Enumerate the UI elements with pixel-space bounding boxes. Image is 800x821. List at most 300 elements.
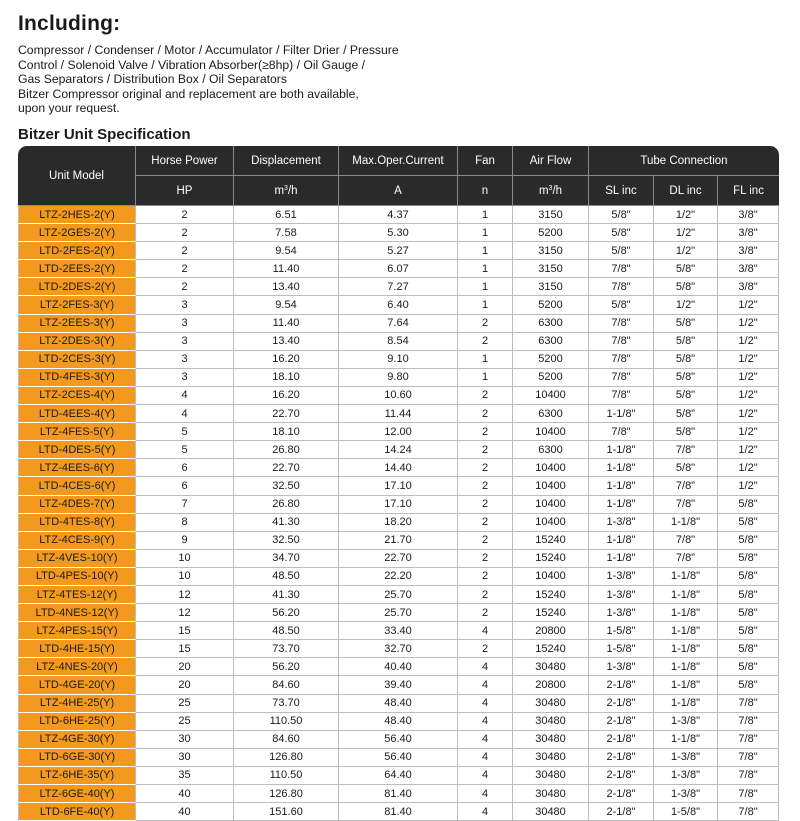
spec-title: Bitzer Unit Specification — [18, 126, 191, 143]
displacement-cell: 16.20 — [234, 387, 339, 405]
sl-cell: 5/8" — [589, 296, 654, 314]
fan-cell: 2 — [458, 441, 513, 459]
fan-cell: 2 — [458, 568, 513, 586]
sl-cell: 7/8" — [589, 333, 654, 351]
air-flow-cell: 30480 — [513, 713, 589, 731]
horse-power-cell: 6 — [136, 477, 234, 495]
horse-power-cell: 6 — [136, 459, 234, 477]
sl-cell: 1-1/8" — [589, 550, 654, 568]
table-row — [18, 405, 779, 423]
displacement-cell: 126.80 — [234, 785, 339, 803]
horse-power-cell: 8 — [136, 514, 234, 532]
fan-cell: 1 — [458, 260, 513, 278]
table-row — [18, 785, 779, 803]
fl-cell: 1/2" — [718, 369, 779, 387]
fl-cell: 5/8" — [718, 640, 779, 658]
sl-cell: 7/8" — [589, 260, 654, 278]
fl-cell: 5/8" — [718, 550, 779, 568]
including-description — [18, 43, 438, 116]
fl-cell: 1/2" — [718, 405, 779, 423]
displacement-cell: 32.50 — [234, 477, 339, 495]
horse-power-cell: 30 — [136, 749, 234, 767]
fl-cell: 5/8" — [718, 514, 779, 532]
horse-power-cell: 3 — [136, 369, 234, 387]
spec-table — [18, 146, 779, 821]
air-flow-cell: 15240 — [513, 550, 589, 568]
air-flow-cell: 10400 — [513, 387, 589, 405]
table-row — [18, 514, 779, 532]
dl-cell: 5/8" — [654, 405, 718, 423]
fl-cell: 3/8" — [718, 224, 779, 242]
max-current-cell: 14.40 — [339, 459, 458, 477]
air-flow-cell: 15240 — [513, 604, 589, 622]
dl-cell: 1-3/8" — [654, 785, 718, 803]
fan-cell: 2 — [458, 333, 513, 351]
air-flow-cell: 6300 — [513, 315, 589, 333]
sl-cell: 5/8" — [589, 224, 654, 242]
unit-superscript: 3 — [548, 184, 553, 192]
horse-power-cell: 2 — [136, 260, 234, 278]
unit-model-cell: LTD-4CES-6(Y) — [18, 477, 136, 495]
horse-power-cell: 40 — [136, 785, 234, 803]
fan-cell: 4 — [458, 695, 513, 713]
fl-cell: 7/8" — [718, 731, 779, 749]
horse-power-cell: 10 — [136, 568, 234, 586]
sl-cell: 2-1/8" — [589, 803, 654, 821]
air-flow-cell: 30480 — [513, 767, 589, 785]
dl-cell: 7/8" — [654, 496, 718, 514]
dl-cell: 1-1/8" — [654, 568, 718, 586]
displacement-cell: 26.80 — [234, 441, 339, 459]
sl-cell: 1-5/8" — [589, 640, 654, 658]
horse-power-cell: 40 — [136, 803, 234, 821]
dl-cell: 1-1/8" — [654, 640, 718, 658]
fan-cell: 4 — [458, 658, 513, 676]
spec-table-body — [18, 206, 779, 821]
max-current-cell: 8.54 — [339, 333, 458, 351]
max-current-cell: 12.00 — [339, 423, 458, 441]
fan-cell: 2 — [458, 604, 513, 622]
sl-cell: 7/8" — [589, 315, 654, 333]
max-current-cell: 22.70 — [339, 550, 458, 568]
unit-model-cell: LTD-4NES-12(Y) — [18, 604, 136, 622]
fl-cell: 5/8" — [718, 622, 779, 640]
air-flow-cell: 20800 — [513, 676, 589, 694]
air-flow-cell: 5200 — [513, 296, 589, 314]
sl-cell: 1-3/8" — [589, 568, 654, 586]
displacement-cell: 56.20 — [234, 604, 339, 622]
horse-power-cell: 5 — [136, 441, 234, 459]
air-flow-cell: 15240 — [513, 532, 589, 550]
sl-cell: 1-3/8" — [589, 604, 654, 622]
air-flow-cell: 5200 — [513, 369, 589, 387]
unit-fl: FL inc — [718, 176, 779, 206]
horse-power-cell: 12 — [136, 586, 234, 604]
dl-cell: 1-1/8" — [654, 658, 718, 676]
fl-cell: 5/8" — [718, 532, 779, 550]
table-row — [18, 767, 779, 785]
horse-power-cell: 3 — [136, 333, 234, 351]
sl-cell: 1-1/8" — [589, 441, 654, 459]
fan-cell: 1 — [458, 296, 513, 314]
displacement-cell: 18.10 — [234, 369, 339, 387]
sl-cell: 1-1/8" — [589, 477, 654, 495]
including-line: Compressor / Condenser / Motor / Accumulator / Filter Drier / Pressure — [18, 43, 399, 57]
displacement-cell: 34.70 — [234, 550, 339, 568]
dl-cell: 5/8" — [654, 459, 718, 477]
including-line: Bitzer Compressor original and replacement are both available, — [18, 86, 359, 101]
fan-cell: 4 — [458, 767, 513, 785]
fl-cell: 7/8" — [718, 803, 779, 821]
displacement-cell: 22.70 — [234, 459, 339, 477]
sl-cell: 5/8" — [589, 242, 654, 260]
fl-cell: 3/8" — [718, 242, 779, 260]
dl-cell: 1-1/8" — [654, 622, 718, 640]
horse-power-cell: 4 — [136, 405, 234, 423]
dl-cell: 5/8" — [654, 351, 718, 369]
fan-cell: 4 — [458, 785, 513, 803]
max-current-cell: 48.40 — [339, 713, 458, 731]
fan-cell: 2 — [458, 586, 513, 604]
unit-model-cell: LTZ-4FES-5(Y) — [18, 423, 136, 441]
unit-model-cell: LTZ-2GES-2(Y) — [18, 224, 136, 242]
table-row — [18, 749, 779, 767]
table-row — [18, 206, 779, 224]
dl-cell: 7/8" — [654, 550, 718, 568]
displacement-cell: 110.50 — [234, 713, 339, 731]
horse-power-cell: 25 — [136, 713, 234, 731]
displacement-cell: 22.70 — [234, 405, 339, 423]
dl-cell: 1/2" — [654, 206, 718, 224]
air-flow-cell: 10400 — [513, 496, 589, 514]
max-current-cell: 81.40 — [339, 803, 458, 821]
max-current-cell: 5.30 — [339, 224, 458, 242]
fl-cell: 1/2" — [718, 296, 779, 314]
unit-model-cell: LTZ-6GE-40(Y) — [18, 785, 136, 803]
displacement-cell: 84.60 — [234, 731, 339, 749]
header-unit-model: Unit Model — [18, 146, 136, 206]
dl-cell: 1/2" — [654, 296, 718, 314]
fl-cell: 1/2" — [718, 333, 779, 351]
dl-cell: 1-1/8" — [654, 676, 718, 694]
unit-model-cell: LTZ-4DES-7(Y) — [18, 496, 136, 514]
header-displacement: Displacement — [234, 146, 339, 176]
fan-cell: 1 — [458, 351, 513, 369]
sl-cell: 2-1/8" — [589, 767, 654, 785]
dl-cell: 1-1/8" — [654, 586, 718, 604]
unit-model-cell: LTD-2CES-3(Y) — [18, 351, 136, 369]
dl-cell: 1-1/8" — [654, 604, 718, 622]
max-current-cell: 39.40 — [339, 676, 458, 694]
fl-cell: 1/2" — [718, 423, 779, 441]
unit-model-cell: LTZ-2EES-3(Y) — [18, 315, 136, 333]
fan-cell: 2 — [458, 315, 513, 333]
fl-cell: 5/8" — [718, 586, 779, 604]
fan-cell: 2 — [458, 405, 513, 423]
horse-power-cell: 2 — [136, 206, 234, 224]
fl-cell: 5/8" — [718, 496, 779, 514]
horse-power-cell: 30 — [136, 731, 234, 749]
unit-model-cell: LTZ-4GE-30(Y) — [18, 731, 136, 749]
air-flow-cell: 6300 — [513, 405, 589, 423]
table-row — [18, 387, 779, 405]
displacement-cell: 16.20 — [234, 351, 339, 369]
dl-cell: 1/2" — [654, 242, 718, 260]
fan-cell: 2 — [458, 514, 513, 532]
unit-model-cell: LTD-2DES-2(Y) — [18, 278, 136, 296]
table-row — [18, 640, 779, 658]
table-row — [18, 315, 779, 333]
unit-sl: SL inc — [589, 176, 654, 206]
sl-cell: 2-1/8" — [589, 731, 654, 749]
fan-cell: 2 — [458, 477, 513, 495]
air-flow-cell: 5200 — [513, 351, 589, 369]
unit-model-cell: LTZ-4PES-15(Y) — [18, 622, 136, 640]
unit-model-cell: LTZ-4CES-9(Y) — [18, 532, 136, 550]
air-flow-cell: 20800 — [513, 622, 589, 640]
fan-cell: 2 — [458, 496, 513, 514]
fl-cell: 3/8" — [718, 278, 779, 296]
max-current-cell: 7.64 — [339, 315, 458, 333]
dl-cell: 1-1/8" — [654, 514, 718, 532]
unit-model-cell: LTZ-4VES-10(Y) — [18, 550, 136, 568]
horse-power-cell: 20 — [136, 658, 234, 676]
fl-cell: 5/8" — [718, 568, 779, 586]
unit-base: m — [538, 184, 549, 197]
sl-cell: 2-1/8" — [589, 695, 654, 713]
displacement-cell: 7.58 — [234, 224, 339, 242]
sl-cell: 1-1/8" — [589, 405, 654, 423]
air-flow-cell: 10400 — [513, 477, 589, 495]
fl-cell: 3/8" — [718, 260, 779, 278]
displacement-cell: 11.40 — [234, 315, 339, 333]
displacement-cell: 126.80 — [234, 749, 339, 767]
unit-tail: /h — [552, 184, 563, 197]
max-current-cell: 9.10 — [339, 351, 458, 369]
table-row — [18, 586, 779, 604]
horse-power-cell: 35 — [136, 767, 234, 785]
horse-power-cell: 2 — [136, 224, 234, 242]
displacement-cell: 73.70 — [234, 695, 339, 713]
fan-cell: 4 — [458, 713, 513, 731]
air-flow-cell: 6300 — [513, 333, 589, 351]
table-row — [18, 423, 779, 441]
max-current-cell: 56.40 — [339, 749, 458, 767]
fl-cell: 5/8" — [718, 676, 779, 694]
dl-cell: 1-3/8" — [654, 749, 718, 767]
unit-model-cell: LTZ-2HES-2(Y) — [18, 206, 136, 224]
displacement-cell: 84.60 — [234, 676, 339, 694]
max-current-cell: 22.20 — [339, 568, 458, 586]
unit-model-cell: LTZ-2DES-3(Y) — [18, 333, 136, 351]
including-line: Gas Separators / Distribution Box / Oil Separators — [18, 72, 287, 87]
dl-cell: 5/8" — [654, 369, 718, 387]
horse-power-cell: 2 — [136, 242, 234, 260]
dl-cell: 1-3/8" — [654, 713, 718, 731]
sl-cell: 7/8" — [589, 278, 654, 296]
fl-cell: 7/8" — [718, 785, 779, 803]
displacement-cell: 110.50 — [234, 767, 339, 785]
unit-displacement — [234, 176, 339, 206]
displacement-cell: 32.50 — [234, 532, 339, 550]
max-current-cell: 18.20 — [339, 514, 458, 532]
fl-cell: 7/8" — [718, 695, 779, 713]
max-current-cell: 64.40 — [339, 767, 458, 785]
displacement-cell: 26.80 — [234, 496, 339, 514]
displacement-cell: 41.30 — [234, 514, 339, 532]
max-current-cell: 32.70 — [339, 640, 458, 658]
max-current-cell: 17.10 — [339, 496, 458, 514]
table-row — [18, 242, 779, 260]
sl-cell: 1-1/8" — [589, 532, 654, 550]
displacement-cell: 151.60 — [234, 803, 339, 821]
dl-cell: 1-1/8" — [654, 731, 718, 749]
max-current-cell: 7.27 — [339, 278, 458, 296]
fan-cell: 4 — [458, 622, 513, 640]
including-line: Control / Solenoid Valve / Vibration Absorber(≥8hp) / Oil Gauge / — [18, 57, 365, 72]
dl-cell: 1/2" — [654, 224, 718, 242]
table-row — [18, 224, 779, 242]
table-row — [18, 333, 779, 351]
unit-hp: HP — [136, 176, 234, 206]
max-current-cell: 25.70 — [339, 604, 458, 622]
header-tube-connection: Tube Connection — [589, 146, 779, 176]
dl-cell: 5/8" — [654, 260, 718, 278]
horse-power-cell: 15 — [136, 622, 234, 640]
max-current-cell: 6.40 — [339, 296, 458, 314]
fan-cell: 2 — [458, 387, 513, 405]
unit-air-flow — [513, 176, 589, 206]
horse-power-cell: 10 — [136, 550, 234, 568]
unit-fan: n — [458, 176, 513, 206]
displacement-cell: 48.50 — [234, 568, 339, 586]
table-row — [18, 604, 779, 622]
max-current-cell: 5.27 — [339, 242, 458, 260]
table-row — [18, 496, 779, 514]
displacement-cell: 73.70 — [234, 640, 339, 658]
horse-power-cell: 5 — [136, 423, 234, 441]
fan-cell: 4 — [458, 803, 513, 821]
fan-cell: 1 — [458, 224, 513, 242]
dl-cell: 1-3/8" — [654, 767, 718, 785]
dl-cell: 1-1/8" — [654, 695, 718, 713]
sl-cell: 1-1/8" — [589, 496, 654, 514]
unit-model-cell: LTZ-2FES-3(Y) — [18, 296, 136, 314]
fan-cell: 1 — [458, 369, 513, 387]
max-current-cell: 81.40 — [339, 785, 458, 803]
air-flow-cell: 30480 — [513, 749, 589, 767]
sl-cell: 1-3/8" — [589, 586, 654, 604]
air-flow-cell: 30480 — [513, 658, 589, 676]
max-current-cell: 11.44 — [339, 405, 458, 423]
sl-cell: 2-1/8" — [589, 749, 654, 767]
air-flow-cell: 10400 — [513, 514, 589, 532]
unit-model-cell: LTZ-4HE-25(Y) — [18, 695, 136, 713]
fan-cell: 4 — [458, 749, 513, 767]
air-flow-cell: 30480 — [513, 803, 589, 821]
table-row — [18, 658, 779, 676]
unit-model-cell: LTZ-4NES-20(Y) — [18, 658, 136, 676]
horse-power-cell: 3 — [136, 296, 234, 314]
dl-cell: 7/8" — [654, 441, 718, 459]
unit-model-cell: LTD-6FE-40(Y) — [18, 803, 136, 821]
table-row — [18, 459, 779, 477]
air-flow-cell: 3150 — [513, 260, 589, 278]
dl-cell: 5/8" — [654, 333, 718, 351]
air-flow-cell: 5200 — [513, 224, 589, 242]
air-flow-cell: 10400 — [513, 423, 589, 441]
unit-superscript: 3 — [284, 184, 288, 192]
fl-cell: 7/8" — [718, 749, 779, 767]
table-row — [18, 731, 779, 749]
air-flow-cell: 3150 — [513, 278, 589, 296]
table-row — [18, 278, 779, 296]
max-current-cell: 21.70 — [339, 532, 458, 550]
horse-power-cell: 3 — [136, 351, 234, 369]
table-row — [18, 803, 779, 821]
table-row — [18, 550, 779, 568]
horse-power-cell: 20 — [136, 676, 234, 694]
horse-power-cell: 12 — [136, 604, 234, 622]
displacement-cell: 13.40 — [234, 278, 339, 296]
sl-cell: 1-3/8" — [589, 514, 654, 532]
fan-cell: 1 — [458, 278, 513, 296]
header-fan: Fan — [458, 146, 513, 176]
fan-cell: 4 — [458, 676, 513, 694]
fan-cell: 1 — [458, 206, 513, 224]
unit-model-cell: LTD-4GE-20(Y) — [18, 676, 136, 694]
unit-model-cell: LTZ-4TES-12(Y) — [18, 586, 136, 604]
unit-model-cell: LTD-4PES-10(Y) — [18, 568, 136, 586]
max-current-cell: 40.40 — [339, 658, 458, 676]
sl-cell: 7/8" — [589, 423, 654, 441]
displacement-cell: 41.30 — [234, 586, 339, 604]
max-current-cell: 56.40 — [339, 731, 458, 749]
unit-dl: DL inc — [654, 176, 718, 206]
unit-model-cell: LTD-4HE-15(Y) — [18, 640, 136, 658]
max-current-cell: 17.10 — [339, 477, 458, 495]
max-current-cell: 6.07 — [339, 260, 458, 278]
max-current-cell: 48.40 — [339, 695, 458, 713]
max-current-cell: 4.37 — [339, 206, 458, 224]
table-row — [18, 296, 779, 314]
max-current-cell: 33.40 — [339, 622, 458, 640]
fl-cell: 1/2" — [718, 477, 779, 495]
max-current-cell: 14.24 — [339, 441, 458, 459]
header-row — [18, 146, 779, 176]
air-flow-cell: 30480 — [513, 785, 589, 803]
sl-cell: 7/8" — [589, 369, 654, 387]
header-max-current: Max.Oper.Current — [339, 146, 458, 176]
table-row — [18, 351, 779, 369]
fl-cell: 1/2" — [718, 441, 779, 459]
displacement-cell: 56.20 — [234, 658, 339, 676]
table-row — [18, 568, 779, 586]
fl-cell: 1/2" — [718, 459, 779, 477]
air-flow-cell: 10400 — [513, 568, 589, 586]
sl-cell: 2-1/8" — [589, 785, 654, 803]
horse-power-cell: 15 — [136, 640, 234, 658]
dl-cell: 1-5/8" — [654, 803, 718, 821]
dl-cell: 5/8" — [654, 278, 718, 296]
unit-model-cell: LTD-4EES-4(Y) — [18, 405, 136, 423]
dl-cell: 7/8" — [654, 477, 718, 495]
fl-cell: 5/8" — [718, 658, 779, 676]
unit-model-cell: LTZ-4EES-6(Y) — [18, 459, 136, 477]
sl-cell: 2-1/8" — [589, 676, 654, 694]
table-row — [18, 441, 779, 459]
horse-power-cell: 3 — [136, 315, 234, 333]
